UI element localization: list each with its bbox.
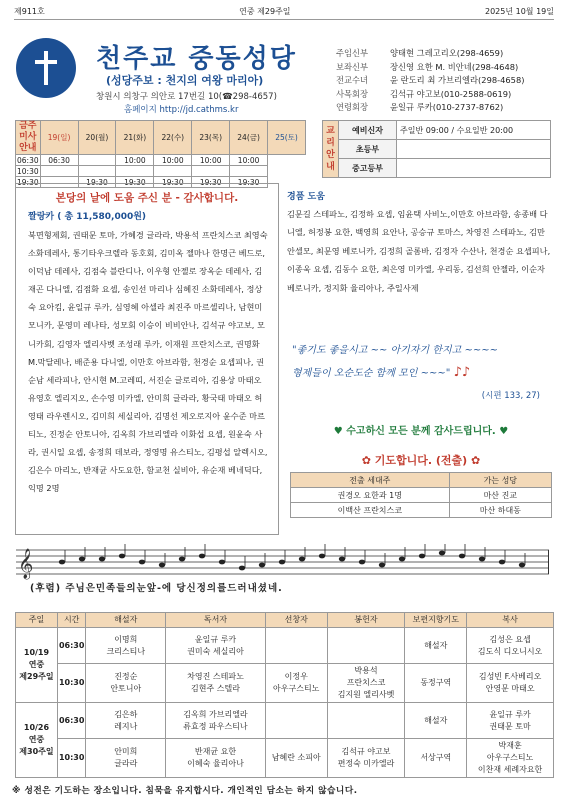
music-note [219,560,225,565]
homepage-link[interactable]: 홈페이지 http://jd.cathms.kr [124,105,239,115]
refrain-lyric: (후렴) 주님은민족들의눈앞-에 당신정의를드러내셨네. [30,583,283,594]
music-note [439,551,445,556]
parish-logo [16,38,76,98]
music-note [279,560,285,565]
rota-cell: 김은하 레지나 [86,703,166,739]
thanks-line: ♥ 수고하신 모든 분께 감사드립니다. ♥ [333,426,509,437]
rota-cell: 안미희 글라라 [86,739,166,778]
music-note [519,563,525,568]
page-subtitle: (성당주보 : 천지의 여왕 마리아) [106,74,264,87]
music-note [419,554,425,559]
footer-notice: ※ 성전은 기도하는 장소입니다. 침묵을 유지합시다. 개인적인 담소는 하지 않습니다. [12,786,358,796]
rota-cell: 윤일규 루카 권미숙 세실리아 [166,628,266,664]
music-note [399,557,405,562]
prize-title: 경품 도움 [287,192,325,202]
mass-row: 19:30 19:30 19:30 19:30 19:30 19:30 [16,177,306,188]
rota-cell [327,628,405,664]
rota-time: 06:30 [57,628,85,664]
music-note [199,554,205,559]
table-row: 이백산 프란치스코 마산 하대동 [291,503,552,518]
rota-cell: 이명희 크리스티나 [86,628,166,664]
liturgy-rota-table: 주일 시간 해설자 독서자 선창자 봉헌자 보편지향기도 복사 10/19 연중 제29주일 06:30 이명희 크리스티나 윤일규 루카 권미숙 세실리아 해설자 김성은 요셉 김도식 디오니시오 10:30 진정순 안토니아 차영진 스테파노 김현주 스텔라 이정우 아우구스티노 박용석 프란치스코 김지원 엘리사벳 동정구역 김성빈 F.사베리오 안영문 마태오 10/26 연중 제30주일 06:30 김은하 레지나 김옥희 가브리엘라 류효정 파우스티나 해설자 윤일규 루카 권태문 토마 10:30 안미희 글라라 반재균 요한 이혜숙 율리아나 남혜란 소피아 김석규 야고보 편정숙 미카엘라 서상구역 박재훈 아우구스티노 이찬재 세례자요한 [15,612,554,778]
music-note [319,554,325,559]
music-note [379,563,385,568]
rota-cell: 반재균 요한 이혜숙 율리아나 [166,739,266,778]
rota-cell: 동정구역 [405,664,467,703]
cross-icon [32,51,60,85]
rota-cell [265,628,327,664]
mass-schedule-table: 금주 미사 안내 19(일) 20(월) 21(화) 22(수) 23(목) 24(금) 25(토) 06:30 06:30 10:00 10:00 10:00 10:00 10:30 19:30 19:30 19:30 19:30 19:30 19:30 [15,120,306,188]
staff-row: 보좌신부 장신영 요한 M. 비안네(298-4648) [336,61,519,72]
top-bar [14,6,554,20]
rota-date: 10/26 연중 제30주일 [16,703,58,778]
rota-cell: 김성빈 F.사베리오 안영문 마태오 [467,664,554,703]
prize-sponsors [287,189,551,297]
flower-icon: ✿ [467,454,481,467]
rota-cell [327,703,405,739]
catechism-label: 교리 안내 [323,121,339,178]
table-row [16,628,554,664]
rota-cell: 김석규 야고보 편정숙 미카엘라 [327,739,405,778]
table-row [16,739,554,778]
table-row: 권경오 요한과 1명 마산 진교 [291,488,552,503]
music-note [299,557,305,562]
prayer-title: ✿ 기도합니다. (전출) ✿ [361,454,481,467]
flower-icon: ✿ [361,454,375,467]
table-row [16,703,554,739]
prize-names: 김문길 스테파노, 김정하 요셉, 임윤택 사비노,이만호 아브라함, 송종배 다니엘, 허정봉 요한, 백영희 요안나, 공승규 토마스, 차영진 스테파노, 김만 안셀모, 최문영 베로니카, 김정희 골롬바, 김정자 수산나, 천경순 요셉피나, 이종욱 요셉, 김동수 요한, 최은영 미카엘, 우리동, 김선희 안젤라, 이순자 베로니카, 정지화 율리아나, 주일사제 [287,209,551,293]
music-note [179,557,185,562]
music-note [119,554,125,559]
donor-sum: 짤랑카 ( 총 11,580,000원) [28,212,147,222]
music-note [479,557,485,562]
rota-cell: 진정순 안토니아 [86,664,166,703]
rota-cell: 박용석 프란치스코 김지원 엘리사벳 [327,664,405,703]
music-note [79,557,85,562]
rota-cell: 해설자 [405,628,467,664]
music-note [339,557,345,562]
staff-list [336,47,524,115]
music-note [59,560,65,565]
rota-cell: 윤일규 루카 권태문 토마 [467,703,554,739]
liturgical-season: 연중 제29주일 [239,7,291,16]
music-note [159,563,165,568]
music-note [459,554,465,559]
mass-label: 금주 미사 안내 [16,121,41,155]
rota-cell [265,703,327,739]
parish-address: 창원시 의창구 의안로 17번길 10(☎298-4657) [96,92,277,102]
music-notes-icon: ♪♪ [453,365,471,380]
rota-cell: 남혜란 소피아 [265,739,327,778]
rota-time: 10:30 [57,664,85,703]
rota-cell: 김성은 요셉 김도식 디오니시오 [467,628,554,664]
rota-cell: 서상구역 [405,739,467,778]
staff-row: 사목회장 김석규 야고보(010-2588-0619) [336,88,512,99]
mass-row: 10:30 [16,166,306,177]
rota-cell: 김옥희 가브리엘라 류효정 파우스티나 [166,703,266,739]
rota-cell: 차영진 스테파노 김현주 스텔라 [166,664,266,703]
music-note [259,563,265,568]
page-title: 천주교 중동성당 [96,44,297,74]
music-note [139,560,145,565]
catechism-table: 교리 안내 예비신자 주일반 09:00 / 수요일반 20:00 초등부 중고등부 [322,120,551,178]
psalm-verse: "좋기도 좋을시고 ~~ 아기자기 한지고 ~~~~ 형제들이 오순도순 함께 모인 ~~~" ♪♪ (시편 133, 27) [292,340,554,407]
rota-date: 10/19 연중 제29주일 [16,628,58,703]
staff-row: 주임신부 양태현 그레고리오(298-4659) [336,48,504,58]
rota-time: 06:30 [57,703,85,739]
donor-box [15,183,279,535]
donor-names: 북면형제회, 권태문 토마, 가혜경 글라라, 박용석 프란치스코 최영숙 소화데레사, 통기타우크렐라 동호회, 김미옥 젤마나 한명근 베드로, 이덕남 데레사, 김점숙 블란디나, 이우형 안젤로 장옥순 데레사, 김재곤 다니엘, 김점화 요셉, 송인선 마리나 심혜진 소화데레사, 정상숙 요아킴, 윤일규 루카, 심영혜 아셀라 최진주 마르셀리나, 남현미 모니카, 문영미 레나타, 성모회 이승이 비비안나, 김석규 야고보, 모니카회, 김영자 엘리사벳 조성래 루카, 이재원 프란치스코, 권명화 M.막달레나, 배준용 다니엘, 이만호 아브라함, 천경순 요셉피나, 권순남 세라피나, 안시현 M.고레띠, 서진순 글로리아, 김용상 마태오 유영호 엘리지오, 손수영 미카엘, 안미희 글라라, 황국태 마태오 허영태 라우렌시오, 김미희 세실리아, 김명선 제오로지아 윤수준 마르티노, 진정순 안토니아, 김옥희 가브리엘라 이화섭 요셉, 원윤숙 사라, 권시일 요셉, 송정희 데보라, 정영명 유스티노, 김평섭 알렉시오, 김은수 마리노, 반재균 사도요한, 함교천 실비아, 유순재 베네딕다, 익명 2명 [28,230,268,494]
staff-row: 연령회장 윤일규 루카(010-2737-8762) [336,102,504,113]
table-row [16,664,554,703]
rota-time: 10:30 [57,739,85,778]
issue-date: 2025년 10월 19일 [484,7,554,16]
treble-clef-icon: 𝄞 [18,549,34,579]
rota-cell: 박재훈 아우구스티노 이찬재 세례자요한 [467,739,554,778]
music-note [359,560,365,565]
staff-row: 전교수녀 윤 란도리 최 가브리엘라(298-4658) [336,75,525,86]
transfer-table: 전출 세대주 가는 성당 권경오 요한과 1명 마산 진교 이백산 프란치스코 마산 하대동 [290,472,552,518]
rota-cell: 이정우 아우구스티노 [265,664,327,703]
rota-cell: 해설자 [405,703,467,739]
issue-number: 제911호 [14,7,45,16]
mass-row: 06:30 06:30 10:00 10:00 10:00 10:00 [16,155,306,166]
music-note [99,557,105,562]
music-note [239,566,245,571]
donor-title: 본당의 날에 도움 주신 분 - 감사합니다. [55,192,239,204]
psalm-reference: (시편 133, 27) [481,391,540,401]
music-note [499,560,505,565]
